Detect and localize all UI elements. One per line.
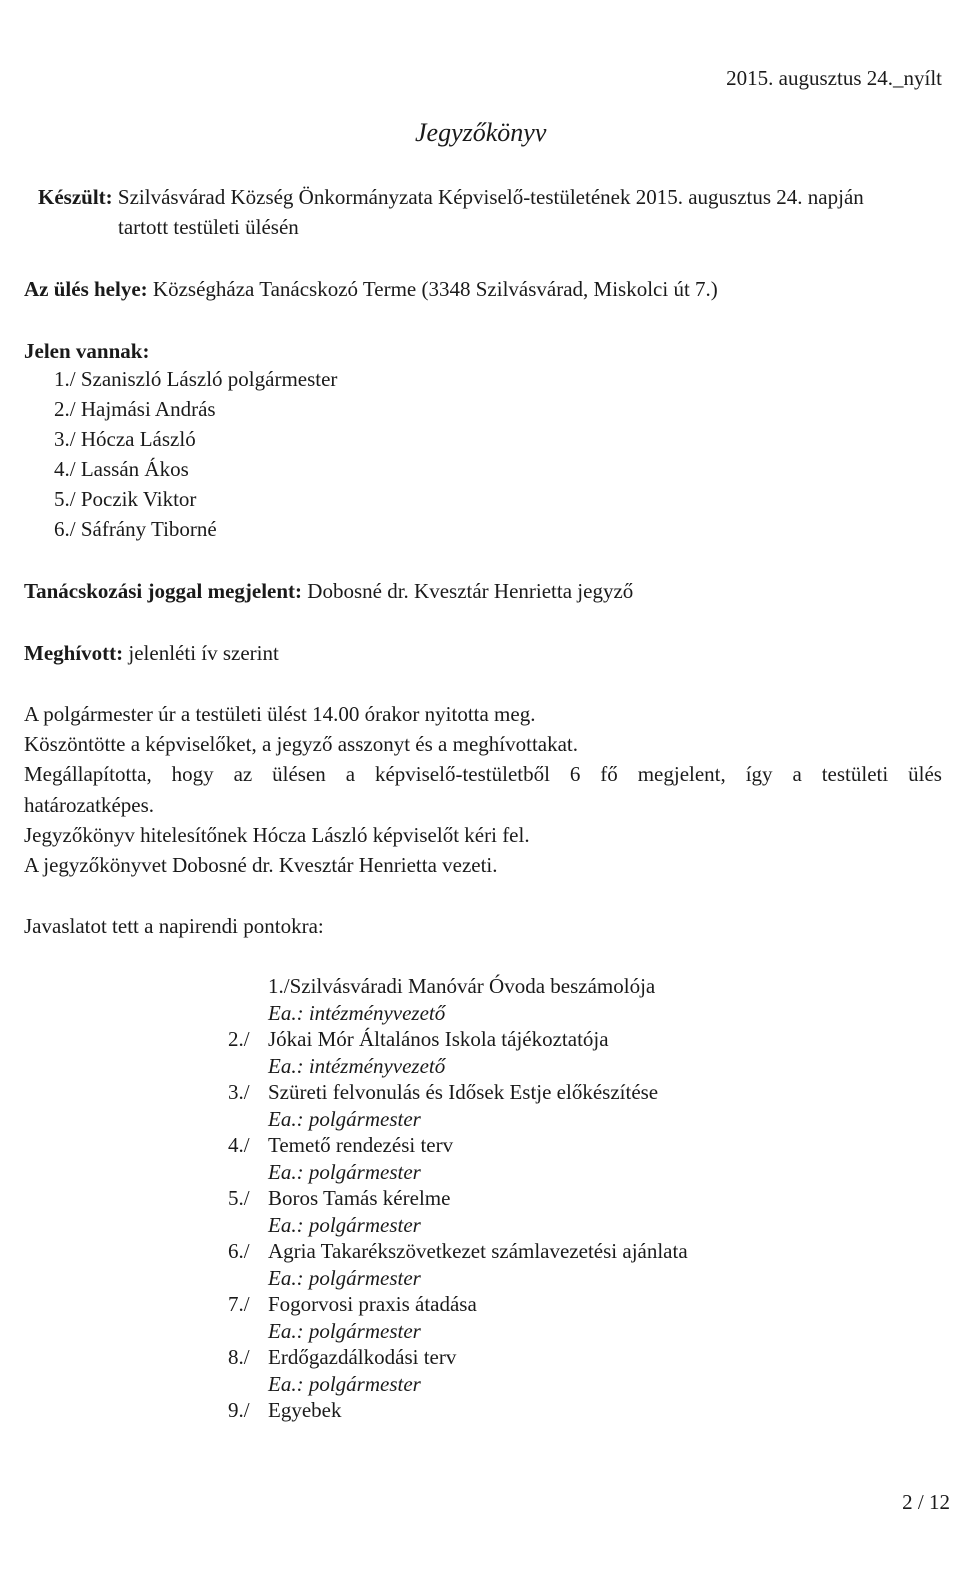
member-item: 4./ Lassán Ákos [54, 457, 189, 481]
member-item: 6./ Sáfrány Tiborné [54, 517, 217, 541]
agenda-num: 5./ [228, 1186, 250, 1210]
agenda-num: 4./ [228, 1133, 250, 1157]
agenda-num: 8./ [228, 1345, 250, 1369]
agenda-ea: Ea.: polgármester [268, 1107, 421, 1131]
word: így [745, 762, 773, 786]
meghivott-text: jelenléti ív szerint [128, 641, 279, 665]
document-date: 2015. augusztus 24._nyílt [726, 66, 942, 90]
agenda-ea: Ea.: polgármester [268, 1319, 421, 1343]
keszult-label: Készült: [38, 185, 113, 209]
word: 6 [569, 762, 581, 786]
agenda-num: 9./ [228, 1398, 250, 1422]
page-number: 2 / 12 [902, 1490, 950, 1514]
member-item: 3./ Hócza László [54, 427, 196, 451]
agenda-ea: Ea.: intézményvezető [268, 1054, 446, 1078]
agenda-ea: Ea.: polgármester [268, 1266, 421, 1290]
keszult-text-cont: tartott testületi ülésén [118, 215, 299, 239]
word: képviselő-testületből [374, 762, 550, 786]
body-line: A jegyzőkönyvet Dobosné dr. Kvesztár Henrietta vezeti. [24, 853, 498, 877]
body-line: Jegyzőkönyv hitelesítőnek Hócza László képviselőt kéri fel. [24, 823, 530, 847]
body-line: Köszöntötte a képviselőket, a jegyző asszonyt és a meghívottakat. [24, 732, 579, 756]
member-item: 1./ Szaniszló László polgármester [54, 367, 338, 391]
agenda-title: Boros Tamás kérelme [268, 1186, 451, 1210]
word: a [345, 762, 356, 786]
tanacskozasi-text: Dobosné dr. Kvesztár Henrietta jegyző [307, 579, 634, 603]
member-item: 2./ Hajmási András [54, 397, 216, 421]
agenda-title: Jókai Mór Általános Iskola tájékoztatója [268, 1027, 609, 1051]
member-item: 5./ Poczik Viktor [54, 487, 197, 511]
agenda-title: Agria Takarékszövetkezet számlavezetési ajánlata [268, 1239, 688, 1263]
agenda-title: Szüreti felvonulás és Idősek Estje előkészítése [268, 1080, 659, 1104]
agenda-title: Egyebek [268, 1398, 342, 1422]
jelen-label: Jelen vannak: [24, 339, 150, 363]
agenda-ea: Ea.: polgármester [268, 1213, 421, 1237]
ules-helye-text: Községháza Tanácskozó Terme (3348 Szilvásvárad, Miskolci út 7.) [152, 277, 718, 301]
meghivott-label: Meghívott: [24, 641, 124, 665]
javaslat-line: Javaslatot tett a napirendi pontokra: [24, 914, 324, 938]
agenda-ea: Ea.: polgármester [268, 1160, 421, 1184]
word: ülés [908, 762, 942, 786]
agenda-title: Temető rendezési terv [268, 1133, 454, 1157]
word: megjelent, [637, 762, 726, 786]
body-line-justified [24, 762, 942, 787]
agenda-num: 6./ [228, 1239, 250, 1263]
agenda-num: 2./ [228, 1027, 250, 1051]
word: Megállapította, [24, 762, 152, 786]
agenda-ea: Ea.: intézményvezető [268, 1001, 446, 1025]
tanacskozasi-line [24, 579, 633, 604]
agenda-ea: Ea.: polgármester [268, 1372, 421, 1396]
word: fő [600, 762, 618, 786]
meghivott-line [24, 641, 279, 666]
keszult-line [38, 185, 864, 210]
agenda-num: 7./ [228, 1292, 250, 1316]
word: hogy [171, 762, 214, 786]
word: testületi [821, 762, 889, 786]
ules-helye-label: Az ülés helye: [24, 277, 148, 301]
document-title: Jegyzőkönyv [415, 118, 547, 147]
ules-helye-line [24, 277, 718, 302]
body-line: A polgármester úr a testületi ülést 14.00 órakor nyitotta meg. [24, 702, 536, 726]
agenda-title: Fogorvosi praxis átadása [268, 1292, 477, 1316]
tanacskozasi-label: Tanácskozási joggal megjelent: [24, 579, 303, 603]
agenda-num: 1./ [268, 974, 290, 998]
word: ülésen [272, 762, 326, 786]
agenda-title: Szilvásváradi Manóvár Óvoda beszámolója [289, 974, 656, 998]
word: az [233, 762, 253, 786]
agenda-num: 3./ [228, 1080, 250, 1104]
keszult-text: Szilvásvárad Község Önkormányzata Képviselő-testületének 2015. augusztus 24. napján [117, 185, 864, 209]
agenda-item-1 [268, 974, 655, 999]
agenda-title: Erdőgazdálkodási terv [268, 1345, 457, 1369]
word: a [792, 762, 802, 786]
body-line: határozatképes. [24, 793, 155, 817]
